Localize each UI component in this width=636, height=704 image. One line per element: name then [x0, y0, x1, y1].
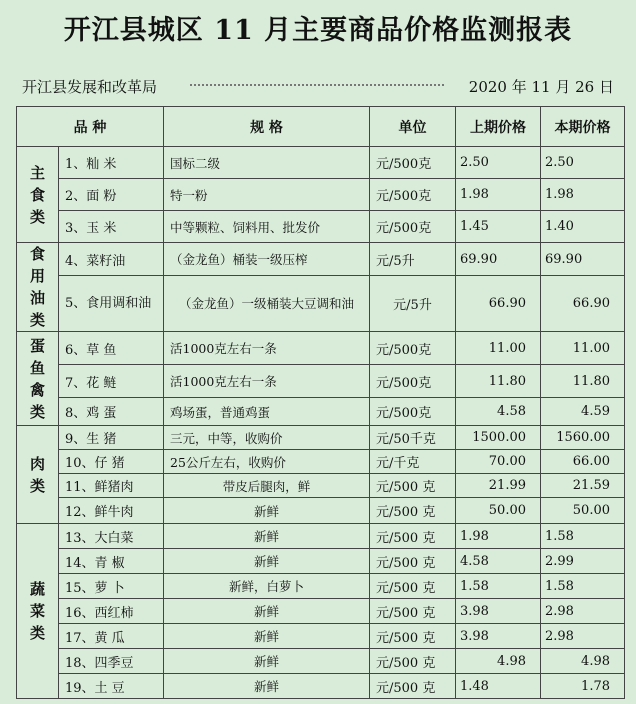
last-price: 4.58	[456, 398, 541, 426]
table-row	[17, 474, 625, 498]
last-price: 1.48	[456, 674, 541, 699]
category-oil: 食 用 油 类	[17, 243, 59, 332]
last-price: 69.90	[456, 243, 541, 276]
item-spec: 特一粉	[164, 179, 370, 211]
item-name: 3、玉 米	[59, 211, 164, 243]
header-last-price: 上期价格	[456, 107, 541, 147]
last-price: 11.00	[456, 332, 541, 365]
current-price: 66.90	[541, 276, 625, 332]
current-price: 66.00	[541, 450, 625, 474]
current-price: 2.99	[541, 549, 625, 574]
table-row	[17, 549, 625, 574]
current-price: 2.98	[541, 599, 625, 624]
current-price: 1.40	[541, 211, 625, 243]
last-price: 2.50	[456, 147, 541, 179]
item-unit: 元/500克	[370, 365, 456, 398]
item-spec: 带皮后腿肉，鲜	[164, 474, 370, 498]
item-name: 6、草 鱼	[59, 332, 164, 365]
last-price: 1.98	[456, 179, 541, 211]
item-unit: 元/500 克	[370, 549, 456, 574]
item-spec: 新鲜	[164, 649, 370, 674]
item-spec: 新鲜	[164, 624, 370, 649]
item-name: 19、土 豆	[59, 674, 164, 699]
current-price: 4.98	[541, 649, 625, 674]
category-staple: 主 食 类	[17, 147, 59, 243]
item-name: 8、鸡 蛋	[59, 398, 164, 426]
item-name: 14、青 椒	[59, 549, 164, 574]
item-name: 11、鲜猪肉	[59, 474, 164, 498]
table-row	[17, 276, 625, 332]
table-row	[17, 674, 625, 699]
item-spec: （金龙鱼）一级桶装大豆调和油	[164, 276, 370, 332]
item-name: 12、鲜牛肉	[59, 498, 164, 524]
current-price: 11.00	[541, 332, 625, 365]
report-date: 2020 年 11 月 26 日	[468, 78, 614, 96]
current-price: 1.58	[541, 574, 625, 599]
current-price: 21.59	[541, 474, 625, 498]
item-unit: 元/500克	[370, 398, 456, 426]
table-row	[17, 211, 625, 243]
item-spec: 新鲜，白萝卜	[164, 574, 370, 599]
item-unit: 元/500 克	[370, 498, 456, 524]
header-spec: 规 格	[164, 107, 370, 147]
table-row	[17, 426, 625, 450]
current-price: 2.98	[541, 624, 625, 649]
item-spec: 新鲜	[164, 524, 370, 549]
item-spec: 中等颗粒、饲料用、批发价	[164, 211, 370, 243]
item-spec: 新鲜	[164, 674, 370, 699]
item-spec: 三元，中等，收购价	[164, 426, 370, 450]
item-name: 7、花 鲢	[59, 365, 164, 398]
item-name: 2、面 粉	[59, 179, 164, 211]
last-price: 1.58	[456, 574, 541, 599]
item-unit: 元/500克	[370, 332, 456, 365]
table-row	[17, 599, 625, 624]
item-spec: 活1000克左右一条	[164, 332, 370, 365]
last-price: 70.00	[456, 450, 541, 474]
item-spec: 新鲜	[164, 549, 370, 574]
item-name: 13、大白菜	[59, 524, 164, 549]
item-name: 1、籼 米	[59, 147, 164, 179]
table-row	[17, 574, 625, 599]
table-row	[17, 398, 625, 426]
table-row	[17, 498, 625, 524]
header-row	[17, 107, 625, 147]
item-unit: 元/千克	[370, 450, 456, 474]
item-unit: 元/50千克	[370, 426, 456, 450]
item-spec: 鸡场蛋，普通鸡蛋	[164, 398, 370, 426]
last-price: 11.80	[456, 365, 541, 398]
item-unit: 元/500克	[370, 179, 456, 211]
item-spec: 国标二级	[164, 147, 370, 179]
item-spec: 25公斤左右，收购价	[164, 450, 370, 474]
current-price: 2.50	[541, 147, 625, 179]
item-unit: 元/500 克	[370, 599, 456, 624]
table-row	[17, 524, 625, 549]
item-unit: 元/500克	[370, 147, 456, 179]
item-spec: （金龙鱼）桶装一级压榨	[164, 243, 370, 276]
item-spec: 新鲜	[164, 498, 370, 524]
current-price: 1.98	[541, 179, 625, 211]
last-price: 66.90	[456, 276, 541, 332]
report-title: 开江县城区 11 月主要商品价格监测报表	[63, 15, 573, 46]
last-price: 50.00	[456, 498, 541, 524]
current-price: 50.00	[541, 498, 625, 524]
table-row	[17, 649, 625, 674]
item-name: 5、食用调和油	[59, 276, 164, 332]
table-row	[17, 365, 625, 398]
header-unit: 单位	[370, 107, 456, 147]
current-price: 1560.00	[541, 426, 625, 450]
table-row	[17, 624, 625, 649]
item-spec: 活1000克左右一条	[164, 365, 370, 398]
item-name: 18、四季豆	[59, 649, 164, 674]
dotted-leader	[190, 84, 444, 86]
item-spec: 新鲜	[164, 599, 370, 624]
item-unit: 元/500 克	[370, 524, 456, 549]
item-name: 9、生 猪	[59, 426, 164, 450]
current-price: 4.59	[541, 398, 625, 426]
current-price: 11.80	[541, 365, 625, 398]
item-unit: 元/500 克	[370, 674, 456, 699]
item-unit: 元/500 克	[370, 649, 456, 674]
last-price: 1.45	[456, 211, 541, 243]
item-unit: 元/5升	[370, 243, 456, 276]
item-name: 17、黄 瓜	[59, 624, 164, 649]
last-price: 3.98	[456, 599, 541, 624]
report-subline	[22, 76, 614, 98]
item-unit: 元/500 克	[370, 624, 456, 649]
last-price: 21.99	[456, 474, 541, 498]
item-unit: 元/5升	[370, 276, 456, 332]
item-unit: 元/500克	[370, 211, 456, 243]
last-price: 4.58	[456, 549, 541, 574]
item-name: 10、仔 猪	[59, 450, 164, 474]
last-price: 3.98	[456, 624, 541, 649]
last-price: 1500.00	[456, 426, 541, 450]
header-current-price: 本期价格	[541, 107, 625, 147]
item-unit: 元/500 克	[370, 574, 456, 599]
last-price: 1.98	[456, 524, 541, 549]
table-row	[17, 450, 625, 474]
issuing-organization: 开江县发展和改革局	[22, 78, 158, 96]
category-vegetables: 蔬 菜 类	[17, 524, 59, 699]
category-meat: 肉 类	[17, 426, 59, 524]
table-row	[17, 243, 625, 276]
item-name: 16、西红柿	[59, 599, 164, 624]
item-unit: 元/500 克	[370, 474, 456, 498]
table-row	[17, 332, 625, 365]
item-name: 15、萝 卜	[59, 574, 164, 599]
header-variety: 品 种	[17, 107, 164, 147]
item-name: 4、菜籽油	[59, 243, 164, 276]
last-price: 4.98	[456, 649, 541, 674]
current-price: 1.58	[541, 524, 625, 549]
table-row	[17, 147, 625, 179]
current-price: 69.90	[541, 243, 625, 276]
category-egg-fish-poultry: 蛋 鱼 禽 类	[17, 332, 59, 426]
price-table	[16, 106, 625, 699]
table-row	[17, 179, 625, 211]
current-price: 1.78	[541, 674, 625, 699]
